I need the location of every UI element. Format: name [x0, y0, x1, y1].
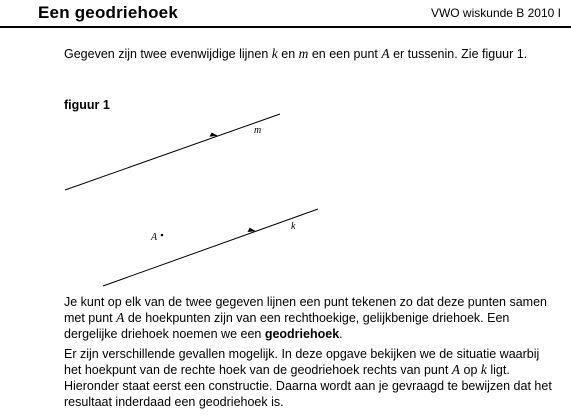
paragraph-geodriehoek [64, 294, 554, 342]
line-m-symbol: m [298, 46, 309, 61]
para3-text-3: ligt. Hieronder staat eerst een constructie. Daarna wordt aan je gevraagd te bewijzen dat het resultaat inderdaad een geodriehoek is. [64, 363, 552, 409]
point-a-symbol: A [116, 310, 125, 325]
exam-label: VWO wiskunde B 2010 I [430, 6, 561, 20]
line-m-arrow [210, 133, 219, 137]
para2-text-3: . [339, 327, 343, 341]
intro-text-2: en [277, 47, 299, 61]
point-a-symbol: A [451, 362, 461, 377]
figure-label: figuur 1 [64, 98, 110, 112]
intro-text-3: en een punt [308, 47, 382, 61]
line-m [65, 114, 280, 190]
intro-text-1: Gegeven zijn twee evenwijdige lijnen [64, 47, 272, 61]
page-title: Een geodriehoek [38, 3, 178, 22]
para2-text-2: de hoekpunten zijn van een rechthoekige, gelijkbenige driehoek. Een dergelijke driehoek noemen we een [64, 311, 510, 341]
paragraph-situation [64, 346, 554, 410]
para3-text-1: Er zijn verschillende gevallen mogelijk. In deze opgave bekijken we de situatie waarbij het hoekpunt van de rechte hoek van de geodriehoek rechts van punt [64, 347, 540, 377]
line-k-label: k [291, 221, 296, 232]
term-geodriehoek: geodriehoek [264, 327, 340, 341]
line-m-label: m [254, 125, 262, 136]
point-a-label: A [151, 232, 158, 243]
line-k [103, 209, 318, 286]
para3-text-2: op [460, 363, 481, 377]
para2-text-1: Je kunt op elk van de twee gegeven lijnen een punt tekenen zo dat deze punten samen met punt [64, 295, 547, 325]
point-a-symbol: A [381, 46, 390, 61]
line-k-symbol: k [271, 46, 278, 61]
intro-text-4: er tussenin. Zie figuur 1. [389, 47, 528, 61]
line-k-symbol: k [480, 362, 487, 377]
point-a [161, 234, 164, 237]
